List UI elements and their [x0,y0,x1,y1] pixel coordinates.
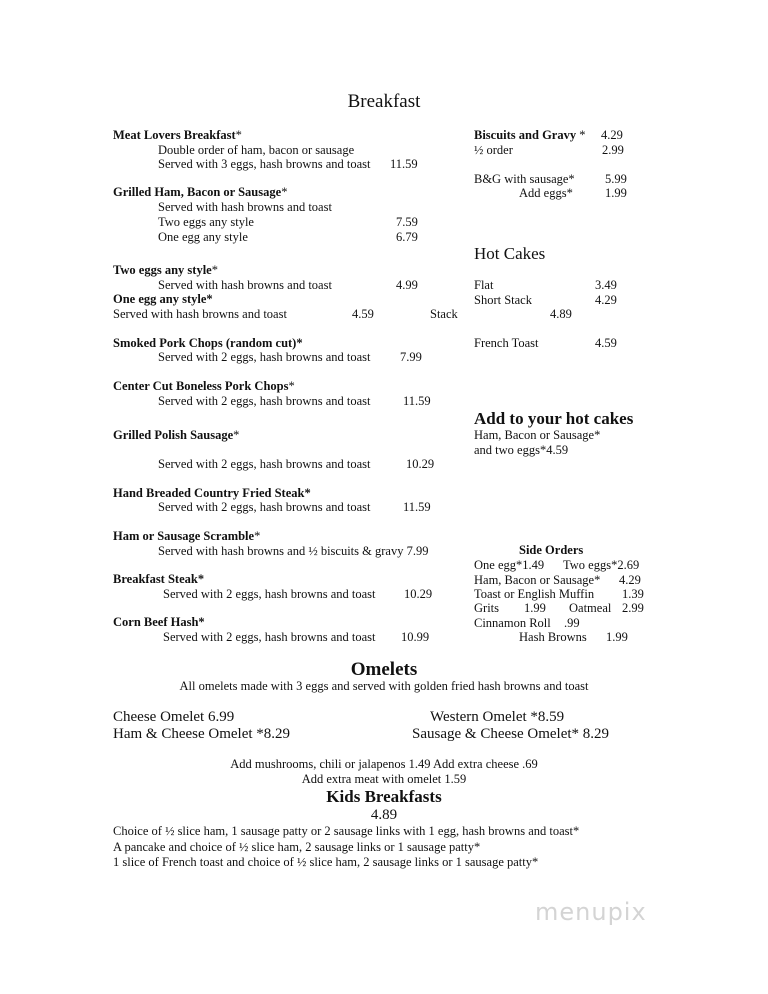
item-center-cut: Center Cut Boneless Pork Chops* [113,379,295,393]
item-price: 10.29 [404,587,433,601]
item-price: 10.99 [401,630,430,644]
item-price: 1.99 [524,601,546,615]
side-oatmeal: Oatmeal [569,601,612,615]
item-desc: Served with 2 eggs, hash browns and toast [158,394,371,408]
item-biscuits-gravy: Biscuits and Gravy * [474,128,586,142]
item-price: 10.29 [406,457,435,471]
item-price: 4.29 [601,128,623,142]
item-scramble: Ham or Sausage Scramble* [113,529,261,543]
item-desc: Served with hash browns and toast [113,307,287,321]
breakfast-title: Breakfast [347,91,421,112]
menupix-watermark: menupix [535,898,647,926]
sausage-cheese-omelet: Sausage & Cheese Omelet* 8.29 [412,726,610,742]
kids-line: 1 slice of French toast and choice of ½ slice ham, 2 sausage links or 1 sausage patty* [113,855,539,869]
item-one-egg: One egg any style* [113,292,213,306]
side-two-eggs: Two eggs*2.69 [563,558,640,572]
bg-sausage: B&G with sausage* [474,172,575,186]
item-desc: Served with 3 eggs, hash browns and toast [158,157,371,171]
stack-label: Stack [430,307,458,321]
kids-line: Choice of ½ slice ham, 1 sausage patty or 2 sausage links with 1 egg, hash browns and toast* [113,824,580,838]
item-breakfast-steak: Breakfast Steak* [113,572,205,586]
item-price: 4.59 [352,307,374,321]
item-desc: Served with 2 eggs, hash browns and toast [158,500,371,514]
item-pork-chops: Smoked Pork Chops (random cut)* [113,336,303,350]
omelets-title: Omelets [350,659,418,680]
item-price: 1.99 [605,186,627,200]
item-desc: Served with hash browns and ½ biscuits & gravy 7.99 [158,544,429,558]
item-desc: Served with hash browns and toast [158,278,332,292]
item-price: 7.99 [400,350,422,364]
stack-price: 4.89 [550,307,572,321]
item-grilled-ham: Grilled Ham, Bacon or Sausage* [113,185,288,199]
item-desc: Double order of ham, bacon or sausage [158,143,355,157]
kids-line: A pancake and choice of ½ slice ham, 2 sausage links or 1 sausage patty* [113,840,481,854]
item-price: .99 [564,616,580,630]
flat: Flat [474,278,494,292]
item-price: 2.99 [602,143,624,157]
western-omelet: Western Omelet *8.59 [430,709,565,725]
half-order: ½ order [474,143,513,157]
item-price: 11.59 [403,394,431,408]
item-desc: Two eggs any style [158,215,254,229]
french-toast: French Toast [474,336,539,350]
side-meat: Ham, Bacon or Sausage* [474,573,601,587]
omelets-subtitle: All omelets made with 3 eggs and served with golden fried hash browns and toast [179,679,589,693]
side-grits: Grits [474,601,499,615]
cheese-omelet: Cheese Omelet 6.99 [113,709,235,725]
item-desc: Served with 2 eggs, hash browns and toast [163,630,376,644]
kids-title: Kids Breakfasts [326,787,442,806]
item-price: 7.59 [396,215,418,229]
item-price: 2.99 [622,601,644,615]
item-price: 1.99 [606,630,628,644]
side-hash-browns: Hash Browns [519,630,587,644]
add-to-line: Ham, Bacon or Sausage* [474,428,601,442]
item-polish-sausage: Grilled Polish Sausage* [113,428,240,442]
item-price: 3.49 [595,278,617,292]
side-one-egg: One egg*1.49 [474,558,545,572]
add-to-line: and two eggs*4.59 [474,443,569,457]
item-desc: Served with hash browns and toast [158,200,332,214]
item-price: 1.39 [622,587,644,601]
item-price: 4.29 [619,573,641,587]
omelet-extra-meat: Add extra meat with omelet 1.59 [301,772,467,786]
kids-price: 4.89 [370,807,398,823]
item-desc: Served with 2 eggs, hash browns and toast [163,587,376,601]
item-desc: One egg any style [158,230,248,244]
short-stack: Short Stack [474,293,532,307]
item-meat-lovers: Meat Lovers Breakfast* [113,128,242,142]
omelet-addons: Add mushrooms, chili or jalapenos 1.49 Add extra cheese .69 [230,757,538,771]
item-country-fried-steak: Hand Breaded Country Fried Steak* [113,486,311,500]
item-desc: Served with 2 eggs, hash browns and toast [158,350,371,364]
item-price: 4.29 [595,293,617,307]
add-to-hot-cakes-title: Add to your hot cakes [474,409,634,428]
item-two-eggs: Two eggs any style* [113,263,218,277]
side-cinnamon: Cinnamon Roll [474,616,551,630]
add-eggs: Add eggs* [519,186,573,200]
item-price: 4.99 [396,278,418,292]
item-price: 11.59 [390,157,418,171]
item-price: 5.99 [605,172,627,186]
item-price: 6.79 [396,230,418,244]
item-price: 11.59 [403,500,431,514]
ham-cheese-omelet: Ham & Cheese Omelet *8.29 [113,726,291,742]
hot-cakes-title: Hot Cakes [474,244,546,263]
item-price: 4.59 [595,336,617,350]
side-orders-title: Side Orders [519,543,584,557]
side-toast: Toast or English Muffin [474,587,595,601]
item-desc: Served with 2 eggs, hash browns and toast [158,457,371,471]
item-corn-beef-hash: Corn Beef Hash* [113,615,205,629]
